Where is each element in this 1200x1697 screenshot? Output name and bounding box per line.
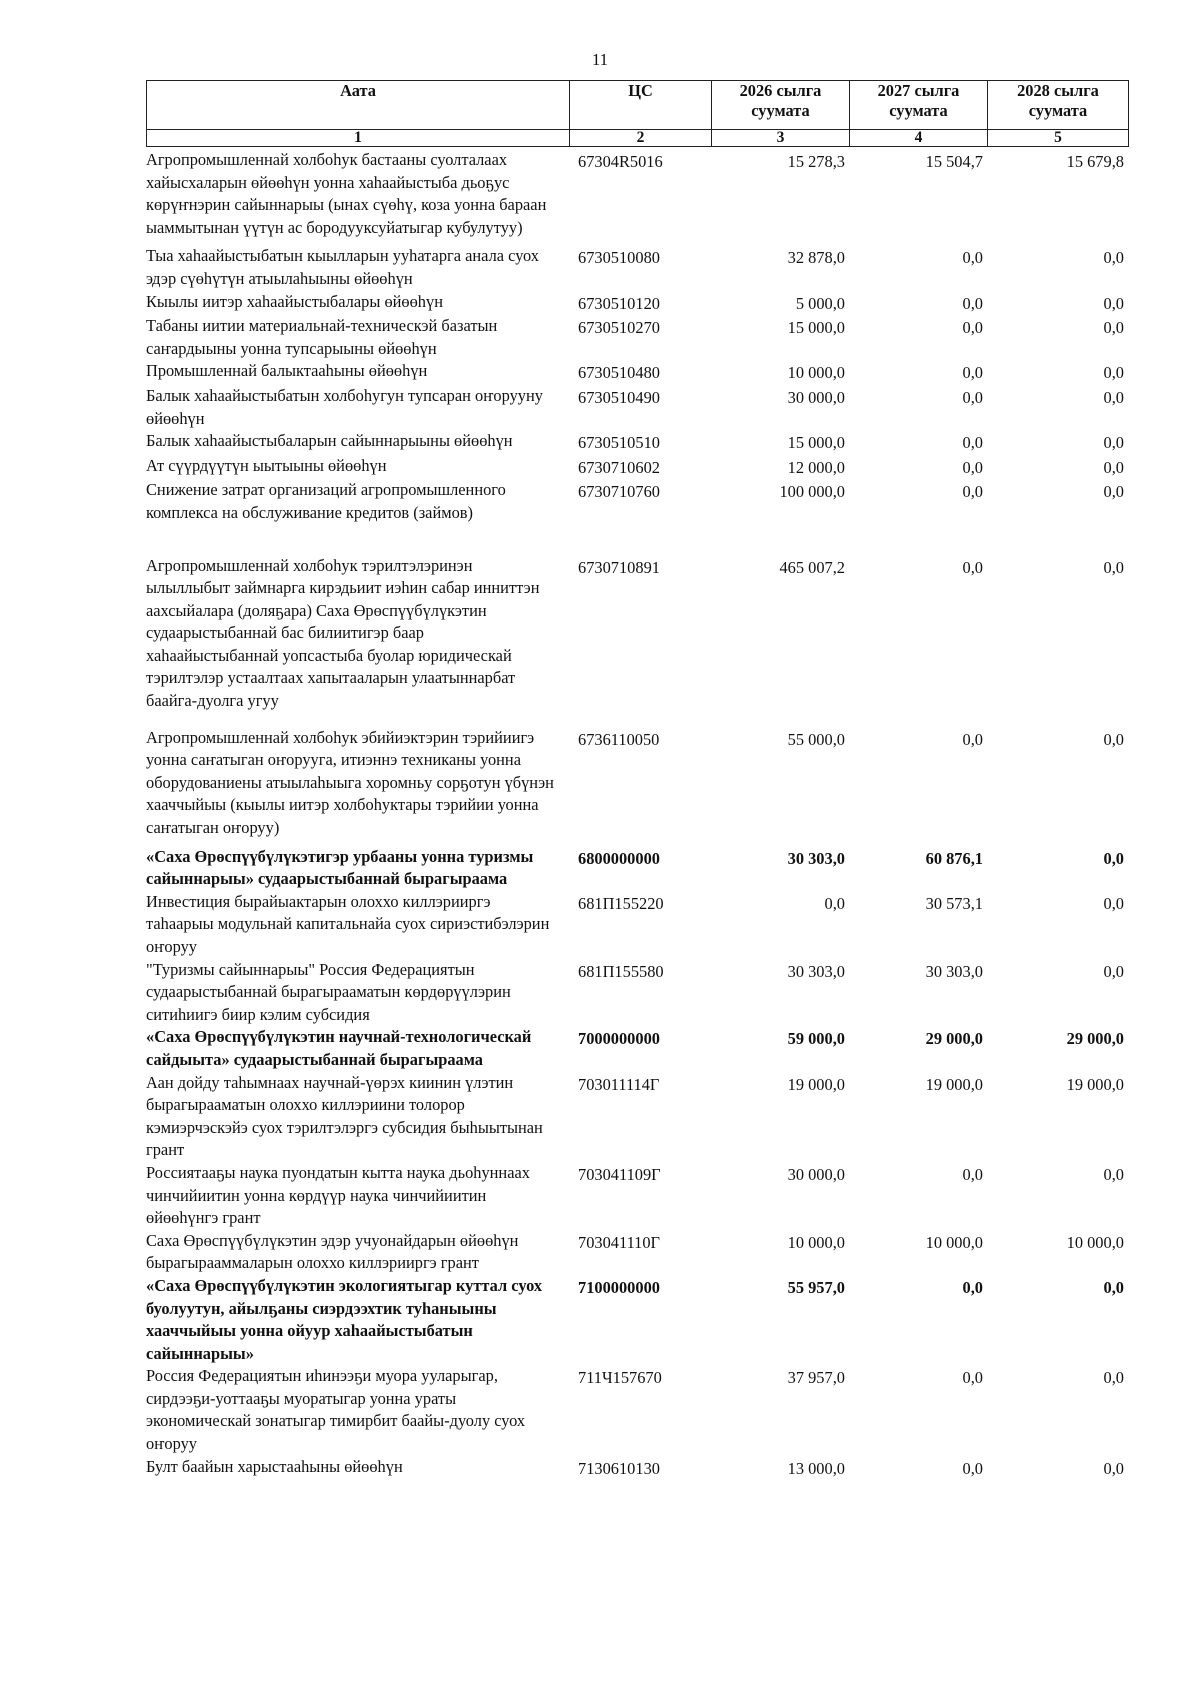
- row-code: 6730510480: [578, 363, 660, 383]
- row-code: 681П155580: [578, 961, 664, 981]
- value-2028: 29 000,0: [1066, 1029, 1124, 1049]
- value-2028: 0,0: [1103, 318, 1124, 338]
- value-2026: 55 000,0: [787, 729, 845, 749]
- value-2028: 0,0: [1103, 457, 1124, 477]
- value-2027: 60 876,1: [925, 848, 983, 868]
- row-code: 6730710760: [578, 482, 660, 502]
- table-row: [146, 315, 1128, 360]
- value-2026: 10 000,0: [787, 363, 845, 383]
- row-name: Агропромышленнай холбоһук эбийиэктэрин тэрийиигэ уонна саҥатыган оҥорууга, итиэннэ техниканы уонна оборудованиены атыылаһыыга хоромньу сорҕотун үбүнэн хааччыйыы (кыылы иитэр холбоһуктары тэрийии уонна саҥатыган оҥоруу): [146, 727, 554, 838]
- row-code: 7100000000: [578, 1277, 660, 1297]
- value-2027: 19 000,0: [925, 1074, 983, 1094]
- row-name: «Саха Өрөспүүбүлүкэтин научнай-технологическай сайдыыта» судаарыстыбаннай бырагыраама: [146, 1027, 532, 1069]
- value-2028: 0,0: [1103, 557, 1124, 577]
- value-2027: 0,0: [962, 363, 983, 383]
- table-row: [146, 385, 1128, 430]
- value-2026: 0,0: [824, 893, 845, 913]
- value-2026: 19 000,0: [787, 1074, 845, 1094]
- value-2028: 0,0: [1103, 848, 1124, 868]
- table-row: [146, 1275, 1128, 1365]
- value-2027: 0,0: [962, 482, 983, 502]
- value-2026: 30 303,0: [787, 848, 845, 868]
- row-name: Аан дойду таһымнаах научнай-үөрэх киинин үлэтин бырагырааматын олоххо киллэриини толорор кэмиэрчэскэйэ суох тэрилтэлэргэ субсидия быһыытынан грант: [146, 1072, 543, 1160]
- row-name: Булт баайын харыстааһыны өйөөһүн: [146, 1456, 403, 1476]
- header-code: ЦС: [570, 81, 712, 130]
- value-2026: 30 303,0: [787, 961, 845, 981]
- table-row: [146, 479, 1128, 524]
- value-2026: 59 000,0: [787, 1029, 845, 1049]
- row-name: «Саха Өрөспүүбүлүкэтин экологиятыгар куттал суох буолуутун, айылҕаны сиэрдээхтик туһаныыны хааччыйыы уонна ойуур хаһаайыстыбатын сайыннарыы»: [146, 1275, 543, 1363]
- row-name: Саха Өрөспүүбүлүкэтин эдэр учуонайдарын өйөөһүн бырагырааммаларын олоххо киллэрииргэ грант: [146, 1230, 519, 1273]
- value-2028: 10 000,0: [1066, 1232, 1124, 1252]
- row-code: 6736110050: [578, 729, 660, 749]
- value-2028: 0,0: [1103, 729, 1124, 749]
- row-name: Кыылы иитэр хаһаайыстыбалары өйөөһүн: [146, 291, 443, 311]
- value-2027: 0,0: [962, 387, 983, 407]
- value-2027: 15 504,7: [925, 152, 983, 171]
- value-2028: 0,0: [1103, 893, 1124, 913]
- table-body: [146, 149, 1128, 1480]
- value-2026: 12 000,0: [787, 457, 845, 477]
- row-code: 6730510270: [578, 318, 660, 338]
- row-code: 6730710891: [578, 557, 660, 577]
- value-2028: 0,0: [1103, 387, 1124, 407]
- row-code: 7000000000: [578, 1029, 660, 1049]
- value-2027: 0,0: [962, 318, 983, 338]
- row-name: Агропромышленнай холбоһук бастааны суолталаах хайысхаларын өйөөһүн уонна хаһаайыстыба дьоҕус көрүҥнэрин сайыннарыы (ынах сүөһү, коза уонна бараан ыаммытынан үүтүн ас бородууксуйатыгар кубулутуу): [146, 150, 547, 237]
- table-row: [146, 1026, 1128, 1071]
- value-2027: 29 000,0: [925, 1029, 983, 1049]
- value-2027: 0,0: [962, 1277, 983, 1297]
- table-row: [146, 360, 1128, 385]
- row-name: Россия Федерациятын иһинээҕи муора ууларыгар, сирдээҕи-уоттааҕы муоратыгар уонна ураты экономическай зонатыгар тимирбит баайы-дуолу суох оҥоруу: [146, 1366, 526, 1454]
- row-code: 703011114Г: [578, 1074, 660, 1094]
- column-number: 5: [988, 130, 1129, 147]
- value-2026: 13 000,0: [787, 1458, 845, 1478]
- value-2027: 0,0: [962, 729, 983, 749]
- row-name: Балык хаһаайыстыбаларын сайыннарыыны өйөөһүн: [146, 431, 513, 451]
- row-name: Россиятааҕы наука пуондатын кытта наука дьоһуннаах чинчийиитин уонна көрдүүр наука чинчийиитин өйөөһүнгэ грант: [146, 1162, 530, 1228]
- column-number: 1: [147, 130, 570, 147]
- table-row: [146, 455, 1128, 480]
- value-2026: 10 000,0: [787, 1232, 845, 1252]
- value-2028: 0,0: [1103, 1164, 1124, 1184]
- table-row: [146, 1365, 1128, 1455]
- value-2028: 0,0: [1103, 293, 1124, 313]
- column-number: 3: [712, 130, 850, 147]
- value-2026: 5 000,0: [795, 293, 845, 313]
- value-2027: 0,0: [962, 293, 983, 313]
- table-row: [146, 1230, 1128, 1275]
- value-2026: 37 957,0: [787, 1368, 845, 1388]
- row-name: Ат сүүрдүүтүн ыытыыны өйөөһүн: [146, 455, 387, 475]
- row-name: Балык хаһаайыстыбатын холбоһугун тупсаран оҥорууну өйөөһүн: [146, 385, 543, 428]
- value-2027: 0,0: [962, 557, 983, 577]
- row-name: Инвестиция бырайыактарын олоххо киллэрииргэ таһаарыы модульнай капитальнайа суох сириэстибэлэрин оҥоруу: [146, 891, 550, 956]
- row-code: 681П155220: [578, 893, 664, 913]
- table-row: [146, 727, 1128, 840]
- row-code: 6800000000: [578, 848, 660, 868]
- value-2027: 10 000,0: [925, 1232, 983, 1252]
- value-2026: 100 000,0: [779, 482, 845, 502]
- row-code: 703041109Г: [578, 1164, 661, 1184]
- header-2027: 2027 сылга суумата: [850, 81, 988, 130]
- row-code: 6730510080: [578, 248, 660, 268]
- value-2027: 30 573,1: [925, 893, 983, 913]
- row-code: 703041110Г: [578, 1232, 661, 1252]
- row-code: 7130610130: [578, 1458, 660, 1478]
- table-row: [146, 1162, 1128, 1230]
- value-2026: 30 000,0: [787, 387, 845, 407]
- value-2027: 0,0: [962, 457, 983, 477]
- header-2026: 2026 сылга суумата: [712, 81, 850, 130]
- row-name: Табаны иитии материальнай-техническэй базатын саҥардыыны уонна тупсарыыны өйөөһүн: [146, 316, 498, 358]
- row-name: "Туризмы сайыннарыы" Россия Федерациятын судаарыстыбаннай бырагырааматын көрдөрүүлэрин ситиһиигэ биир кэлим субсидия: [146, 959, 511, 1024]
- value-2027: 0,0: [962, 1164, 983, 1184]
- value-2026: 32 878,0: [787, 248, 845, 268]
- header-name: Аата: [147, 81, 570, 130]
- column-number: 4: [850, 130, 988, 147]
- table-row: [146, 291, 1128, 316]
- table-row: [146, 245, 1128, 290]
- column-number: 2: [570, 130, 712, 147]
- row-name: Тыа хаһаайыстыбатын кыылларын ууһатарга анала суох эдэр сүөһүтүн атыылаһыыны өйөөһүн: [146, 246, 539, 288]
- table-row: [146, 1456, 1128, 1481]
- value-2028: 0,0: [1103, 482, 1124, 502]
- row-name: Снижение затрат организаций агропромышленного комплекса на обслуживание кредитов (займов): [146, 480, 506, 522]
- table-row: [146, 1072, 1128, 1162]
- value-2026: 15 000,0: [787, 433, 845, 453]
- table-row: [146, 430, 1128, 455]
- value-2028: 0,0: [1103, 248, 1124, 268]
- row-code: 6730710602: [578, 457, 660, 477]
- row-code: 6730510510: [578, 433, 660, 453]
- value-2026: 55 957,0: [787, 1277, 845, 1297]
- row-name: «Саха Өрөспүүбүлүкэтигэр урбааны уонна туризмы сайыннарыы» судаарыстыбаннай бырагыраама: [146, 846, 534, 889]
- value-2027: 0,0: [962, 248, 983, 268]
- value-2028: 0,0: [1103, 363, 1124, 383]
- table-row: [146, 959, 1128, 1027]
- value-2027: 0,0: [962, 1458, 983, 1478]
- value-2028: 0,0: [1103, 433, 1124, 453]
- value-2027: 0,0: [962, 1368, 983, 1388]
- value-2027: 30 303,0: [925, 961, 983, 981]
- table-header: [146, 80, 1129, 147]
- value-2028: 0,0: [1103, 1368, 1124, 1388]
- value-2028: 0,0: [1103, 1458, 1124, 1478]
- value-2028: 0,0: [1103, 1277, 1124, 1297]
- value-2026: 30 000,0: [787, 1164, 845, 1184]
- row-code: 6730510120: [578, 293, 660, 313]
- row-code: 6730510490: [578, 387, 660, 407]
- value-2026: 15 278,3: [787, 152, 845, 171]
- page-number: 11: [591, 50, 609, 69]
- value-2028: 0,0: [1103, 961, 1124, 981]
- value-2026: 15 000,0: [787, 318, 845, 338]
- value-2027: 0,0: [962, 433, 983, 453]
- row-name: Агропромышленнай холбоһук тэрилтэлэринэн ылыллыбыт займнарга кирэдьиит иэһин сабар инниттэн аахсыйалара (доляҕара) Саха Өрөспүүбүлүкэтин судаарыстыбаннай бас билиитигэр баар хаһаайыстыбаннай уопсастыба буолар юридическай тэрилтэлэр устаалтаах хапытааларын улаатыннарбат баайга-дуолга угуу: [146, 555, 540, 711]
- row-name: Промышленнай балыктааһыны өйөөһүн: [146, 361, 428, 381]
- row-code: 711Ч157670: [578, 1368, 662, 1388]
- header-2028: 2028 сылга суумата: [988, 81, 1129, 130]
- value-2026: 465 007,2: [779, 557, 845, 577]
- table-row: [146, 846, 1128, 891]
- value-2028: 15 679,8: [1066, 152, 1124, 171]
- table-row: [146, 555, 1128, 713]
- table-row: [146, 149, 1128, 239]
- table-row: [146, 891, 1128, 959]
- value-2028: 19 000,0: [1066, 1074, 1124, 1094]
- row-code: 67304R5016: [578, 152, 663, 171]
